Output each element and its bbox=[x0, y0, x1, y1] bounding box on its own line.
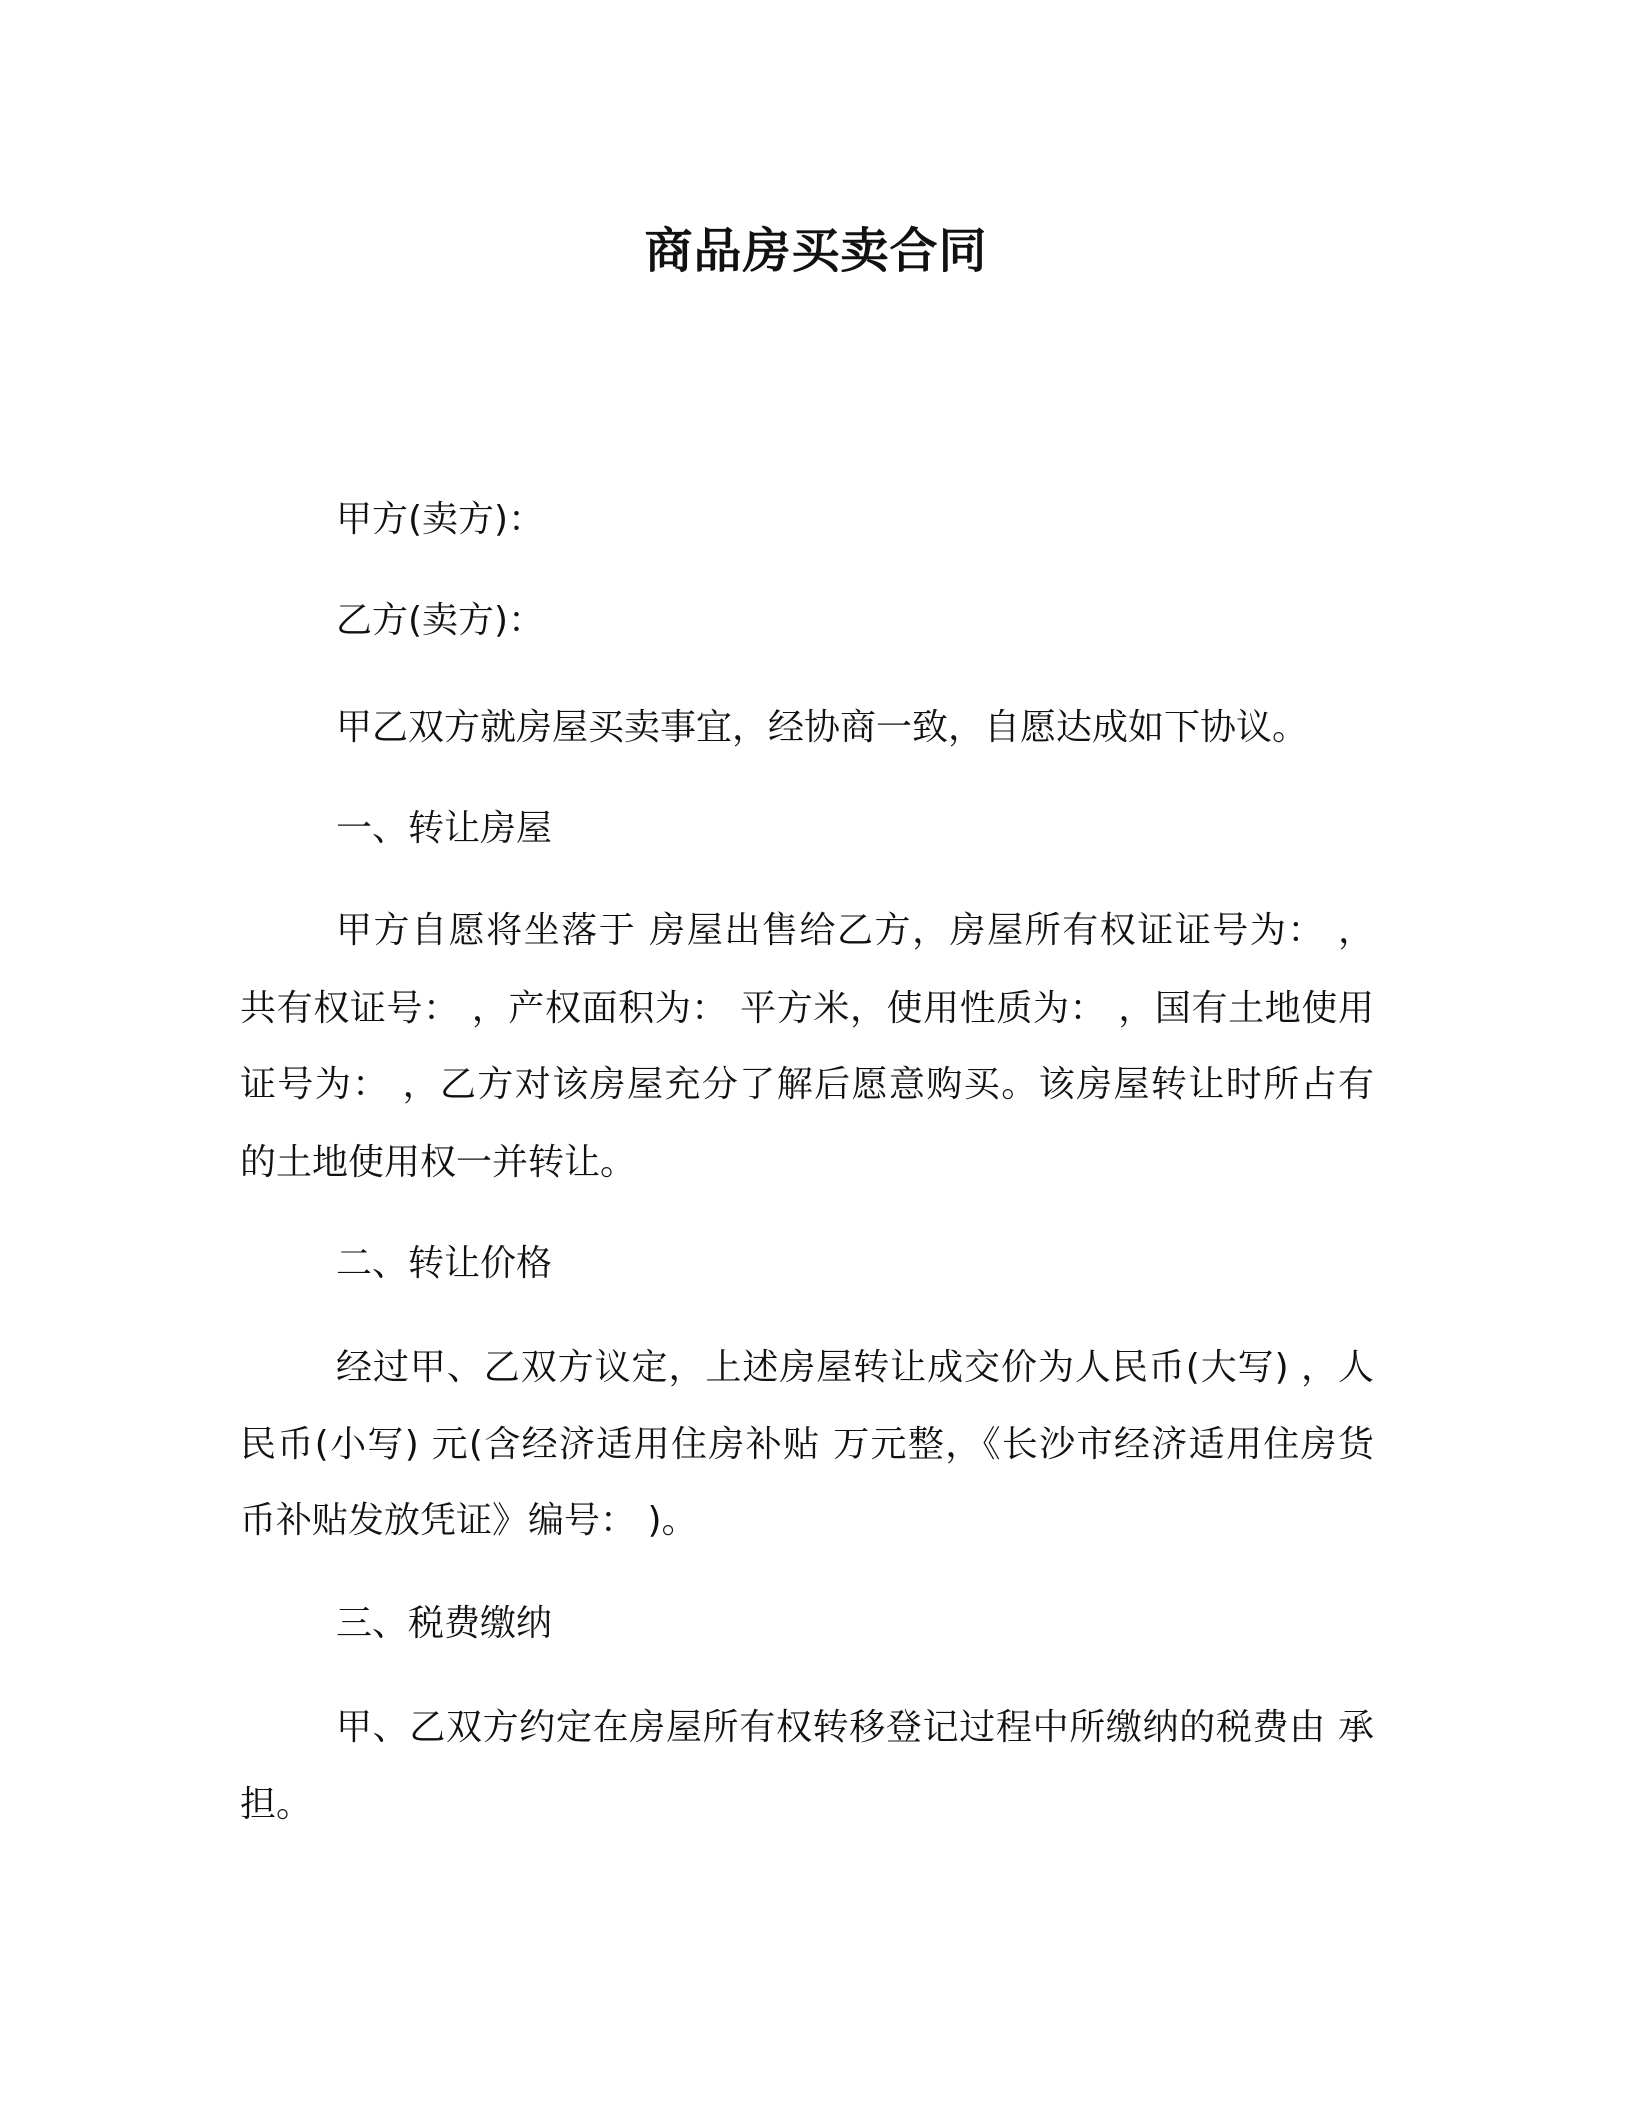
section-3-line: 担。 bbox=[240, 1784, 313, 1825]
section-heading-tax-payment: 三、税费缴纳 bbox=[336, 1603, 553, 1644]
section-1-line: 的土地使用权一并转让。 bbox=[240, 1142, 637, 1183]
section-2-line: 民币(小写) 元(含经济适用住房补贴 万元整，《长沙市经济适用住房货 bbox=[240, 1424, 1374, 1465]
section-2-line: 币补贴发放凭证》编号： )。 bbox=[240, 1500, 698, 1541]
party-a-label: 甲方(卖方)： bbox=[336, 499, 545, 540]
section-1-line: 证号为： ，乙方对该房屋充分了解后愿意购买。该房屋转让时所占有 bbox=[240, 1064, 1374, 1105]
preamble-text: 甲乙双方就房屋买卖事宜，经协商一致，自愿达成如下协议。 bbox=[336, 707, 1309, 748]
section-heading-transfer-price: 二、转让价格 bbox=[336, 1243, 553, 1284]
section-3-line: 甲、乙双方约定在房屋所有权转移登记过程中所缴纳的税费由 承 bbox=[336, 1707, 1374, 1748]
section-2-line: 经过甲、乙双方议定，上述房屋转让成交价为人民币(大写) ，人 bbox=[336, 1347, 1374, 1388]
section-heading-transfer-property: 一、转让房屋 bbox=[336, 808, 553, 849]
party-b-label: 乙方(卖方)： bbox=[336, 600, 545, 641]
section-1-line: 共有权证号： ，产权面积为： 平方米，使用性质为： ，国有土地使用 bbox=[240, 988, 1374, 1029]
section-1-line: 甲方自愿将坐落于 房屋出售给乙方，房屋所有权证证号为： ， bbox=[336, 910, 1374, 951]
document-title: 商品房买卖合同 bbox=[644, 223, 988, 279]
